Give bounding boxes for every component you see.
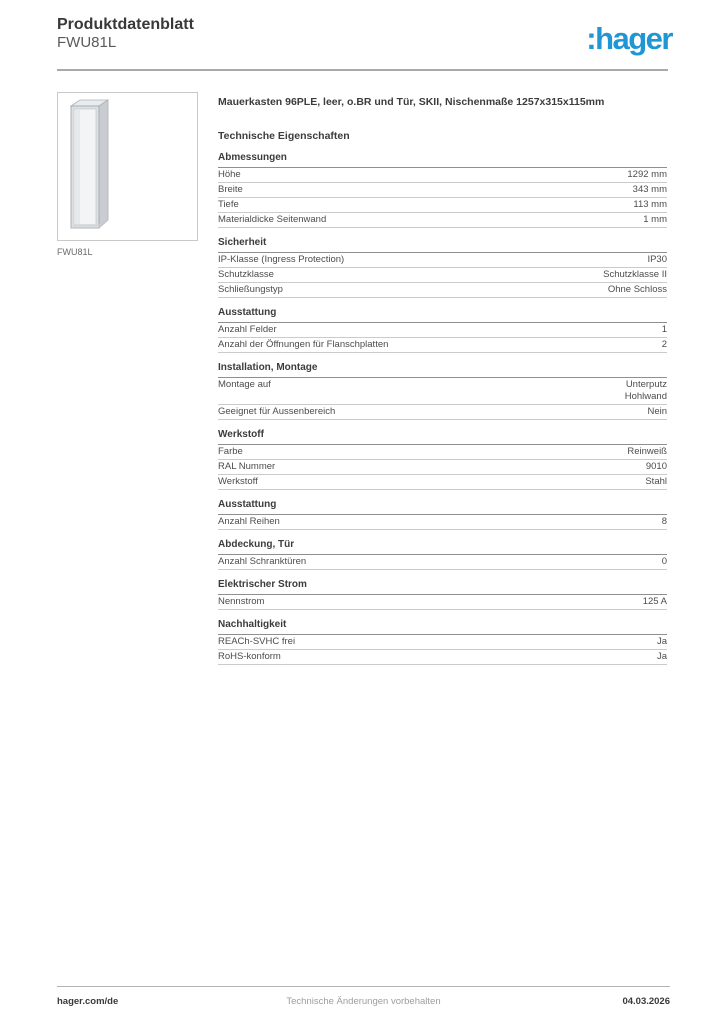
section-title: Installation, Montage bbox=[218, 362, 667, 378]
product-figure bbox=[57, 92, 198, 257]
spec-label: IP-Klasse (Ingress Protection) bbox=[218, 254, 345, 265]
spec-value-line: Unterputz bbox=[625, 379, 667, 390]
section-sicherheit bbox=[218, 237, 667, 298]
spec-value: 2 bbox=[661, 339, 667, 350]
footer-notice: Technische Änderungen vorbehalten bbox=[286, 996, 441, 1007]
footer-date: 04.03.2026 bbox=[622, 996, 670, 1007]
spec-row bbox=[218, 268, 667, 283]
spec-value: 1 bbox=[661, 324, 667, 335]
spec-row bbox=[218, 595, 667, 610]
spec-label: Schutzklasse bbox=[218, 269, 274, 280]
section-title: Sicherheit bbox=[218, 237, 667, 253]
spec-row bbox=[218, 515, 667, 530]
spec-value: IP30 bbox=[647, 254, 667, 265]
wall-box-illustration bbox=[58, 93, 197, 240]
spec-label: RoHS-konform bbox=[218, 650, 281, 662]
content-column bbox=[218, 92, 667, 665]
spec-label: Geeignet für Aussenbereich bbox=[218, 405, 336, 417]
spec-value: Nein bbox=[647, 405, 667, 417]
section-ausstattung-1 bbox=[218, 307, 667, 353]
section-elektrischer-strom bbox=[218, 579, 667, 610]
spec-label: Anzahl Schranktüren bbox=[218, 555, 307, 567]
spec-value: Ja bbox=[656, 635, 667, 647]
spec-label: Anzahl Felder bbox=[218, 324, 277, 335]
spec-label: Höhe bbox=[218, 169, 241, 180]
spec-label: Montage auf bbox=[218, 379, 271, 390]
footer-divider bbox=[57, 986, 670, 987]
spec-row bbox=[218, 405, 667, 420]
spec-label: Werkstoff bbox=[218, 475, 258, 487]
spec-row bbox=[218, 475, 667, 490]
spec-value: 0 bbox=[661, 555, 667, 567]
spec-label: Anzahl Reihen bbox=[218, 515, 280, 527]
section-ausstattung-2 bbox=[218, 499, 667, 530]
hager-logo: :hager bbox=[586, 21, 672, 56]
spec-row bbox=[218, 183, 667, 198]
spec-row bbox=[218, 323, 667, 338]
spec-row bbox=[218, 650, 667, 665]
spec-value: 343 mm bbox=[632, 184, 667, 195]
header-divider bbox=[57, 69, 668, 71]
spec-row bbox=[218, 168, 667, 183]
spec-value: Reinweiß bbox=[627, 445, 667, 457]
spec-label: RAL Nummer bbox=[218, 460, 276, 472]
spec-label: Breite bbox=[218, 184, 243, 195]
tech-characteristics-heading: Technische Eigenschaften bbox=[218, 130, 350, 142]
product-title: Mauerkasten 96PLE, leer, o.BR und Tür, SKII, Nischenmaße 1257x315x115mm bbox=[218, 96, 605, 108]
spec-row bbox=[218, 338, 667, 353]
spec-label: Tiefe bbox=[218, 199, 239, 210]
spec-row bbox=[218, 635, 667, 650]
spec-row bbox=[218, 283, 667, 298]
section-abmessungen bbox=[218, 152, 667, 228]
product-code: FWU81L bbox=[57, 34, 117, 51]
spec-row bbox=[218, 460, 667, 475]
spec-row bbox=[218, 213, 667, 228]
footer-website: hager.com/de bbox=[57, 996, 119, 1007]
spec-row bbox=[218, 445, 667, 460]
section-title: Elektrischer Strom bbox=[218, 579, 667, 595]
spec-value: 9010 bbox=[645, 460, 667, 472]
section-title: Abdeckung, Tür bbox=[218, 539, 667, 555]
product-image bbox=[57, 92, 198, 241]
spec-value-line: Hohlwand bbox=[624, 390, 667, 402]
spec-value: Ja bbox=[656, 650, 667, 662]
spec-value bbox=[625, 379, 667, 402]
section-title: Ausstattung bbox=[218, 307, 667, 323]
spec-label: Schließungstyp bbox=[218, 284, 283, 295]
footer bbox=[57, 996, 670, 1007]
spec-value: Ohne Schloss bbox=[607, 284, 667, 295]
spec-label: Farbe bbox=[218, 445, 243, 457]
spec-row bbox=[218, 555, 667, 570]
spec-row bbox=[218, 198, 667, 213]
spec-value: 1292 mm bbox=[627, 169, 667, 180]
spec-label: Anzahl der Öffnungen für Flanschplatten bbox=[218, 339, 389, 350]
spec-label: Materialdicke Seitenwand bbox=[218, 214, 327, 225]
spec-value: 113 mm bbox=[633, 199, 667, 210]
section-title: Nachhaltigkeit bbox=[218, 619, 667, 635]
header bbox=[57, 15, 194, 52]
spec-value: Schutzklasse II bbox=[603, 269, 667, 280]
spec-value: 8 bbox=[661, 515, 667, 527]
spec-row bbox=[218, 378, 667, 405]
spec-label: Nennstrom bbox=[218, 595, 265, 607]
figure-caption: FWU81L bbox=[57, 247, 93, 257]
document-type-title: Produktdatenblatt bbox=[57, 16, 194, 33]
section-title: Abmessungen bbox=[218, 152, 667, 168]
spec-value: 125 A bbox=[642, 595, 667, 607]
spec-row bbox=[218, 253, 667, 268]
section-installation-montage bbox=[218, 362, 667, 420]
section-nachhaltigkeit bbox=[218, 619, 667, 665]
section-title: Ausstattung bbox=[218, 499, 667, 515]
section-werkstoff bbox=[218, 429, 667, 490]
section-abdeckung-tuer bbox=[218, 539, 667, 570]
spec-value: Stahl bbox=[645, 475, 667, 487]
spec-value: 1 mm bbox=[643, 214, 667, 225]
spec-label: REACh-SVHC frei bbox=[218, 635, 296, 647]
section-title: Werkstoff bbox=[218, 429, 667, 445]
